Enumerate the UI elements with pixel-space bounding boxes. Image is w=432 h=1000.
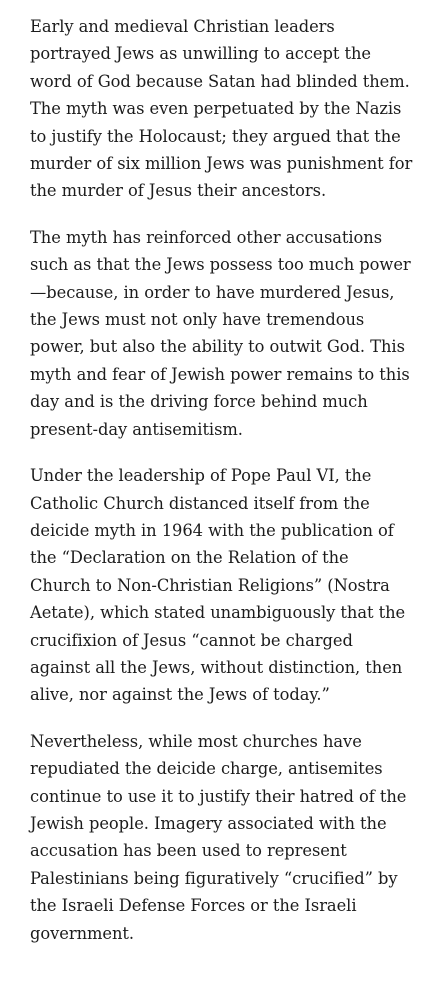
paragraph-pope-paul-vi-nostra-aetate: Under the leadership of Pope Paul VI, the Catholic Church distanced itself from the deicide myth in 1964 with the publication of the “Declaration on the Relation of the Church to Non-Christian Religions” (Nostra Aetate), which stated unambiguously that the crucifixion of Jesus “cannot be charged against all the Jews, without distinction, then alive, nor against the Jews of today.” — [30, 466, 406, 705]
paragraph-early-medieval-leaders: Early and medieval Christian leaders portrayed Jews as unwilling to accept the word of God because Satan had blinded them. The myth was even perpetuated by the Nazis to justify the Holocaust; they argued that the murder of six million Jews was punishment for the murder of Jesus their ancestors. — [30, 17, 413, 201]
paragraph-myth-reinforced-accusations: The myth has reinforced other accusations such as that the Jews possess too much power —because, in order to have murdered Jesus, the Jews must not only have tremendous power, but also the ability to outwit God. This myth and fear of Jewish power remains to this day and is the driving force behind much present-day antisemitism. — [30, 227, 411, 439]
paragraph-nevertheless-antisemites: Nevertheless, while most churches have repudiated the deicide charge, antisemites continue to use it to justify their hatred of the Jewish people. Imagery associated with the accusation has been used to represent Palestinians being figuratively “crucified” by the Israeli Defense Forces or the Israeli government. — [30, 731, 407, 943]
